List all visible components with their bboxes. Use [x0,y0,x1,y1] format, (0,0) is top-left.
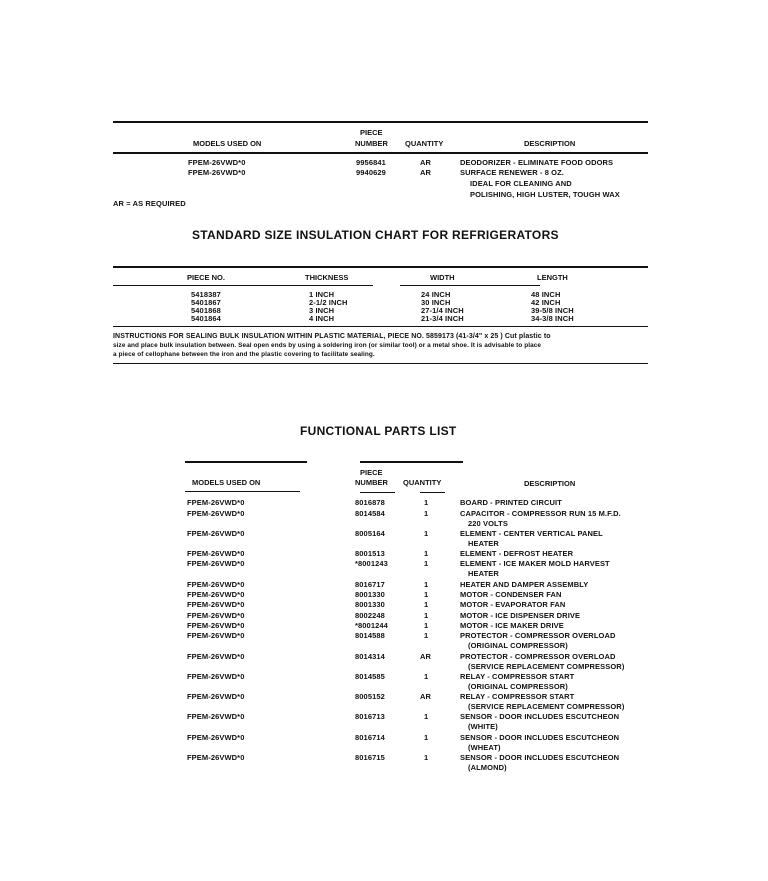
insulation-bottom-rule [113,326,648,327]
description: RELAY - COMPRESSOR START [460,672,575,681]
quantity: 1 [424,559,429,568]
table-row [0,672,768,682]
description-cont: IDEAL FOR CLEANING AND [470,179,572,188]
quantity: AR [420,652,432,661]
table-row [0,580,768,590]
table-row [0,158,768,168]
table-row [0,529,768,539]
piece-number: *8001244 [355,621,388,630]
description-cont: (SERVICE REPLACEMENT COMPRESSOR) [468,662,625,671]
piece-number: 8016714 [355,733,385,742]
acc-header-piece: PIECE [360,128,383,137]
table-row [0,733,768,743]
width: 27-1/4 INCH [421,306,464,315]
piece-number: 8014585 [355,672,385,681]
table-row [0,600,768,610]
description-cont: (ALMOND) [468,763,507,772]
width: 24 INCH [421,290,451,299]
table-row [0,549,768,559]
piece-number: 8016717 [355,580,385,589]
model: FPEM-26VWD*0 [187,692,245,701]
ins-header-length: LENGTH [537,273,568,282]
description-cont: 220 VOLTS [468,519,508,528]
piece-number: 8001330 [355,600,385,609]
description-cont: (ORIGINAL COMPRESSOR) [468,682,568,691]
piece-number: 8016715 [355,753,385,762]
piece-number: 8014314 [355,652,385,661]
model: FPEM-26VWD*0 [187,590,245,599]
functional-title: FUNCTIONAL PARTS LIST [300,424,457,438]
width: 30 INCH [421,298,451,307]
description: ELEMENT - CENTER VERTICAL PANEL [460,529,603,538]
quantity: 1 [424,529,429,538]
description-cont: HEATER [468,539,499,548]
functional-top-rule [185,461,307,463]
model: FPEM-26VWD*0 [187,753,245,762]
length: 39-5/8 INCH [531,306,574,315]
description-cont: (SERVICE REPLACEMENT COMPRESSOR) [468,702,625,711]
quantity: 1 [424,590,429,599]
fn-header-piece: PIECE [360,468,383,477]
fn-header-number: NUMBER [355,478,388,487]
description: MOTOR - EVAPORATOR FAN [460,600,566,609]
description: RELAY - COMPRESSOR START [460,692,575,701]
piece-number: 8005164 [355,529,385,538]
piece-number: 5418387 [191,290,221,299]
piece-number: 9940629 [356,168,386,177]
piece-number: *8001243 [355,559,388,568]
quantity: AR [420,158,432,167]
insulation-title: STANDARD SIZE INSULATION CHART FOR REFRIGERATORS [192,228,559,242]
model: FPEM-26VWD*0 [187,559,245,568]
description: SENSOR - DOOR INCLUDES ESCUTCHEON [460,753,620,762]
description: PROTECTOR - COMPRESSOR OVERLOAD [460,652,616,661]
model: FPEM-26VWD*0 [187,549,245,558]
length: 42 INCH [531,298,561,307]
model: FPEM-26VWD*0 [187,600,245,609]
fn-header-models: MODELS USED ON [192,478,261,487]
model: FPEM-26VWD*0 [188,158,246,167]
piece-number: 8016878 [355,498,385,507]
description: BOARD - PRINTED CIRCUIT [460,498,562,507]
quantity: 1 [424,712,429,721]
description-cont: POLISHING, HIGH LUSTER, TOUGH WAX [470,190,620,199]
quantity: 1 [424,498,429,507]
thickness: 4 INCH [309,314,335,323]
fn-header-quantity: QUANTITY [403,478,442,487]
quantity: 1 [424,600,429,609]
description: MOTOR - ICE DISPENSER DRIVE [460,611,581,620]
length: 34-3/8 INCH [531,314,574,323]
description-cont: (ORIGINAL COMPRESSOR) [468,641,568,650]
description: DEODORIZER - ELIMINATE FOOD ODORS [460,158,614,167]
instructions-line: a piece of cellophane between the iron and the plastic covering to facilitate sealing. [113,351,375,358]
quantity: 1 [424,509,429,518]
model: FPEM-26VWD*0 [187,631,245,640]
table-row [0,314,768,324]
description: HEATER AND DAMPER ASSEMBLY [460,580,589,589]
acc-header-quantity: QUANTITY [405,139,444,148]
model: FPEM-26VWD*0 [187,621,245,630]
quantity: 1 [424,611,429,620]
piece-number: 5401864 [191,314,221,323]
piece-number: 8014584 [355,509,385,518]
fn-header-description: DESCRIPTION [524,479,576,488]
functional-header-rule-2 [360,492,395,493]
acc-header-number: NUMBER [355,139,388,148]
table-row [0,753,768,763]
model: FPEM-26VWD*0 [188,168,246,177]
table-row [0,652,768,662]
description-cont: HEATER [468,569,499,578]
thickness: 2-1/2 INCH [309,298,348,307]
description: MOTOR - CONDENSER FAN [460,590,562,599]
description: SENSOR - DOOR INCLUDES ESCUTCHEON [460,733,620,742]
piece-number: 8002248 [355,611,385,620]
quantity: 1 [424,631,429,640]
table-row [0,611,768,621]
piece-number: 5401867 [191,298,221,307]
piece-number: 8001330 [355,590,385,599]
table-row [0,712,768,722]
description: SENSOR - DOOR INCLUDES ESCUTCHEON [460,712,620,721]
table-row [0,621,768,631]
quantity: 1 [424,753,429,762]
model: FPEM-26VWD*0 [187,611,245,620]
model: FPEM-26VWD*0 [187,672,245,681]
functional-header-rule-3 [420,492,445,493]
table-row [0,590,768,600]
ins-header-piece: PIECE NO. [187,273,225,282]
width: 21-3/4 INCH [421,314,464,323]
piece-number: 8016713 [355,712,385,721]
table-row [0,559,768,569]
quantity: AR [420,692,432,701]
model: FPEM-26VWD*0 [187,509,245,518]
model: FPEM-26VWD*0 [187,712,245,721]
table-row [0,631,768,641]
model: FPEM-26VWD*0 [187,529,245,538]
description: MOTOR - ICE MAKER DRIVE [460,621,564,630]
description-cont: (WHITE) [468,722,498,731]
insulation-header-rule-2 [400,285,540,286]
model: FPEM-26VWD*0 [187,733,245,742]
table-row [0,168,768,178]
ins-header-width: WIDTH [430,273,455,282]
instructions-line: INSTRUCTIONS FOR SEALING BULK INSULATION WITHIN PLASTIC MATERIAL, PIECE NO. 5859173 (41-3/4" x 25 ) Cut plastic to [113,333,551,340]
model: FPEM-26VWD*0 [187,498,245,507]
piece-number: 9956841 [356,158,386,167]
quantity: 1 [424,672,429,681]
accessories-header-rule [113,152,648,154]
piece-number: 8014588 [355,631,385,640]
thickness: 1 INCH [309,290,335,299]
functional-header-rule [185,491,300,492]
length: 48 INCH [531,290,561,299]
model: FPEM-26VWD*0 [187,580,245,589]
insulation-header-rule [113,285,373,286]
description: CAPACITOR - COMPRESSOR RUN 15 M.F.D. [460,509,621,518]
quantity: 1 [424,580,429,589]
thickness: 3 INCH [309,306,335,315]
model: FPEM-26VWD*0 [187,652,245,661]
piece-number: 5401868 [191,306,221,315]
piece-number: 8005152 [355,692,385,701]
acc-header-models: MODELS USED ON [193,139,262,148]
description: SURFACE RENEWER - 8 OZ. [460,168,564,177]
footnote: AR = AS REQUIRED [113,199,186,208]
table-row [0,509,768,519]
description: PROTECTOR - COMPRESSOR OVERLOAD [460,631,616,640]
quantity: 1 [424,549,429,558]
quantity: 1 [424,733,429,742]
instructions-line: size and place bulk insulation between. Seal open ends by using a soldering iron (or similar tool) or a metal shoe. It is advisable to place [113,342,542,349]
accessories-top-rule [113,121,648,123]
piece-number: 8001513 [355,549,385,558]
table-row [0,498,768,508]
quantity: 1 [424,621,429,630]
quantity: AR [420,168,432,177]
instructions-bottom-rule [113,363,648,364]
ins-header-thickness: THICKNESS [305,273,349,282]
functional-top-rule-2 [360,461,463,463]
acc-header-description: DESCRIPTION [524,139,576,148]
insulation-top-rule [113,266,648,268]
description: ELEMENT - ICE MAKER MOLD HARVEST [460,559,610,568]
description: ELEMENT - DEFROST HEATER [460,549,574,558]
description-cont: (WHEAT) [468,743,501,752]
table-row [0,692,768,702]
